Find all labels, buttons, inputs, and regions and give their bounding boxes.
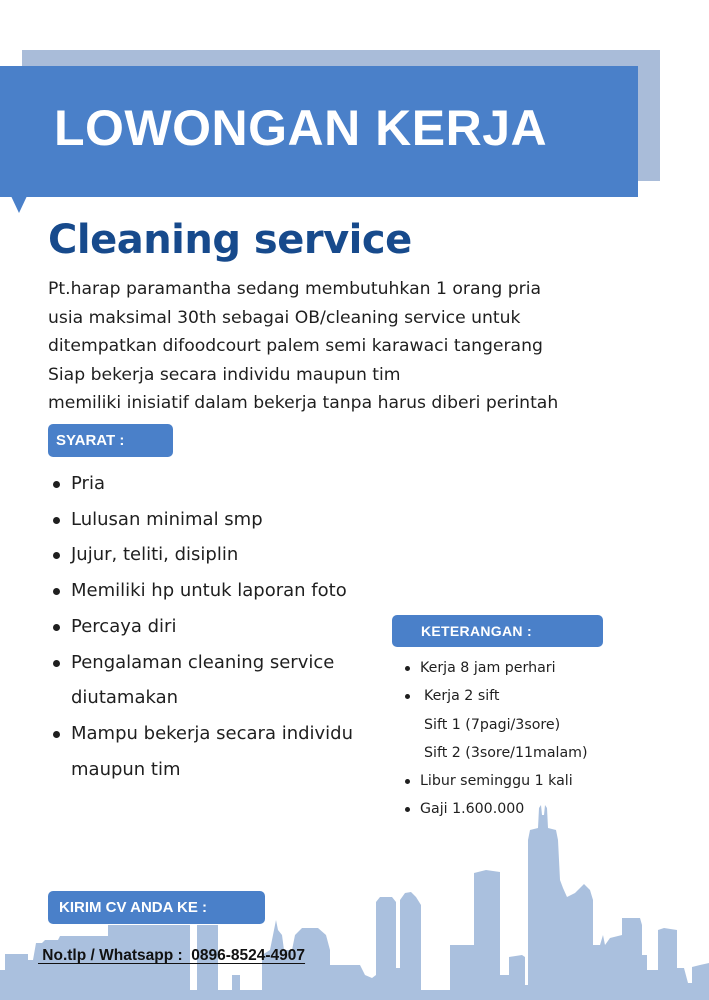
list-item-continuation [50, 752, 353, 788]
list-item-text: Pria [71, 473, 105, 494]
list-item [402, 795, 588, 823]
bullet-icon [53, 660, 60, 667]
requirements-badge [48, 424, 173, 457]
bullet-icon [53, 731, 60, 738]
bullet-icon [53, 517, 60, 524]
send-cv-badge [48, 891, 265, 924]
list-item [50, 537, 353, 573]
job-position-title: Cleaning service [48, 217, 412, 263]
list-item [50, 645, 353, 681]
banner-tail-triangle [11, 196, 27, 213]
list-item-text: diutamakan [71, 687, 179, 709]
list-item-text: Memiliki hp untuk laporan foto [71, 580, 347, 602]
description-line: usia maksimal 30th sebagai OB/cleaning service untuk [48, 307, 521, 328]
bullet-icon [53, 588, 60, 595]
list-item-text: Sift 2 (3sore/11malam) [424, 744, 588, 761]
list-item-text: Pengalaman cleaning service [71, 651, 335, 673]
list-item-text: Lulusan minimal smp [71, 508, 263, 530]
list-item-continuation [50, 680, 353, 716]
list-item-text: Jujur, teliti, disiplin [71, 544, 239, 566]
page-title: LOWONGAN KERJA [54, 100, 548, 156]
list-item-sub [402, 739, 588, 767]
bullet-icon [53, 552, 60, 559]
description-line: memiliki inisiatif dalam bekerja tanpa harus diberi perintah [48, 393, 559, 413]
bullet-icon [405, 779, 410, 784]
send-cv-label: KIRIM CV ANDA KE : [59, 899, 208, 916]
list-item [50, 502, 353, 538]
details-label: KETERANGAN : [421, 623, 532, 639]
bullet-icon [405, 807, 410, 812]
bullet-icon [53, 481, 60, 488]
requirements-label: SYARAT : [56, 432, 125, 449]
bullet-icon [405, 694, 410, 699]
list-item [402, 767, 588, 795]
list-item-text: Kerja 8 jam perhari [420, 660, 556, 676]
requirements-list [50, 466, 353, 787]
description-line: Siap bekerja secara individu maupun tim [48, 364, 401, 385]
list-item-text: Libur seminggu 1 kali [420, 773, 573, 790]
description-line: Pt.harap paramantha sedang membutuhkan 1 orang pria [48, 279, 542, 299]
bullet-icon [53, 624, 60, 631]
list-item [402, 682, 588, 710]
bullet-icon [405, 666, 410, 671]
details-badge [392, 615, 603, 647]
list-item-text: Kerja 2 sift [424, 688, 500, 705]
list-item [402, 654, 588, 682]
list-item-sub [402, 711, 588, 739]
details-list [402, 654, 588, 824]
list-item [50, 716, 353, 752]
list-item-text: Mampu bekerja secara individu [71, 722, 354, 744]
list-item [50, 573, 353, 609]
list-item-text: Percaya diri [71, 615, 177, 637]
list-item-text: maupun tim [71, 758, 181, 780]
list-item [50, 466, 353, 502]
description-line: ditempatkan difoodcourt palem semi karawaci tangerang [48, 336, 543, 356]
job-description [48, 275, 698, 418]
list-item-text: Gaji 1.600.000 [420, 801, 525, 818]
contact-phone[interactable]: No.tlp / Whatsapp : 0896-8524-4907 [38, 947, 306, 964]
list-item-text: Sift 1 (7pagi/3sore) [424, 716, 561, 733]
list-item [50, 609, 353, 645]
